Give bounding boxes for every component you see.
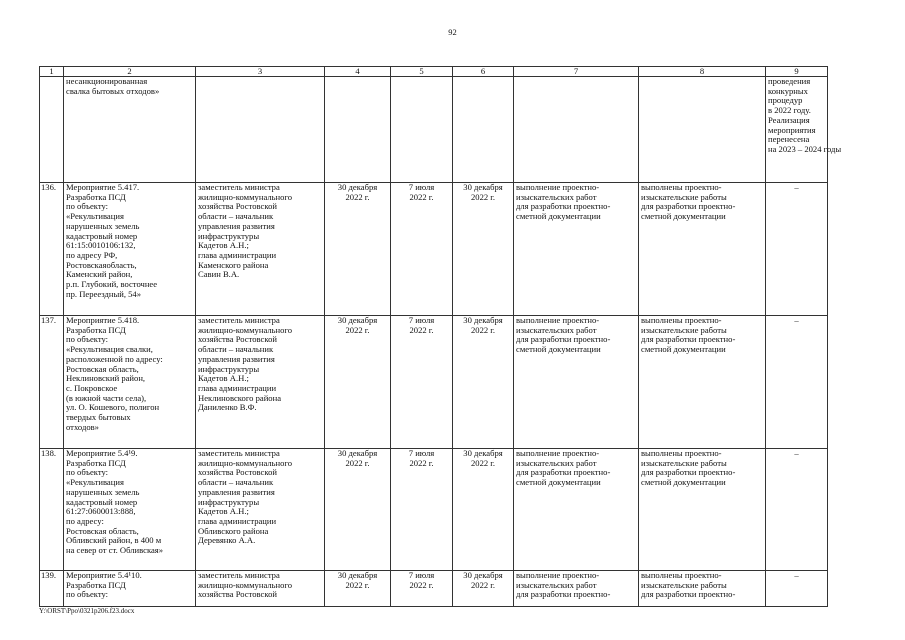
text-line: выполнены проектно-: [641, 448, 722, 458]
file-path-footer: Y:\ORST\Ppo\0321p206.f23.docx: [39, 607, 135, 615]
text-line: конкурных: [768, 85, 808, 96]
text-line: нарушенных земель: [66, 486, 140, 497]
text-line: инфраструктуры: [198, 496, 260, 507]
text-line: Каменского района: [198, 259, 269, 270]
text-line: по объекту:: [66, 201, 109, 212]
header-cell: 4: [325, 67, 391, 77]
text-line: выполнены проектно-: [641, 570, 722, 580]
text-line: изыскательских работ: [516, 191, 597, 202]
text-line: для разработки проектно-: [516, 201, 611, 212]
text-line: Разработка ПСД: [66, 191, 126, 202]
actual-start-cell: [391, 183, 453, 316]
text-line: управления развития: [198, 220, 275, 231]
text-line: хозяйства Ростовской: [198, 467, 277, 478]
text-line: свалка бытовых отходов»: [66, 85, 160, 96]
text-line: проведения: [768, 76, 811, 86]
responsible-cell: [196, 571, 325, 607]
text-line: изыскательских работ: [516, 457, 597, 468]
table-row: [40, 571, 828, 607]
planned-result-cell: [514, 449, 639, 571]
text-line: жилищно-коммунального: [198, 191, 293, 202]
measure-cell: [64, 571, 196, 607]
text-line: области – начальник: [198, 211, 274, 222]
measure-cell: [64, 183, 196, 316]
text-line: управления развития: [198, 353, 275, 364]
table-row: [40, 449, 828, 571]
text-line: 2022 г.: [409, 324, 434, 335]
planned-result-cell: [514, 316, 639, 449]
text-line: перенесена: [768, 134, 810, 145]
text-line: заместитель министра: [198, 448, 280, 458]
text-line: Разработка ПСД: [66, 457, 126, 468]
text-line: выполнение проектно-: [516, 315, 600, 325]
text-line: 2022 г.: [409, 191, 434, 202]
text-line: 2022 г.: [345, 457, 370, 468]
planned-result-cell: [514, 571, 639, 607]
text-line: Обливский район, в 400 м: [66, 535, 162, 546]
text-line: глава администрации: [198, 249, 277, 260]
text-line: ул. О. Кошевого, полигон: [66, 402, 160, 413]
text-line: Каменский район,: [66, 269, 133, 280]
planned-date-cell: [325, 183, 391, 316]
actual-end-cell: [453, 316, 514, 449]
text-line: глава администрации: [198, 515, 277, 526]
responsible-cell: [196, 77, 325, 183]
actual-result-cell: [639, 316, 766, 449]
text-line: Кадетов А.Н.;: [198, 240, 249, 251]
text-line: Савин В.А.: [198, 269, 240, 280]
text-line: хозяйства Ростовской: [198, 201, 277, 212]
text-line: Неклиновский район,: [66, 373, 146, 384]
text-line: –: [794, 570, 799, 580]
text-line: 7 июля: [408, 448, 435, 458]
text-line: Реализация: [768, 114, 810, 125]
text-line: с. Покровское: [66, 382, 118, 393]
planned-result-cell: [514, 183, 639, 316]
text-line: 2022 г.: [470, 191, 496, 202]
text-line: по объекту:: [66, 334, 109, 345]
text-line: Неклиновского района: [198, 392, 282, 403]
text-line: Обливского района: [198, 525, 269, 536]
text-line: жилищно-коммунального: [198, 324, 293, 335]
number-cell: 137.: [40, 316, 64, 449]
text-line: сметной документации: [641, 211, 726, 222]
text-line: отходов»: [66, 421, 99, 432]
responsible-cell: [196, 183, 325, 316]
page-number: 92: [448, 27, 457, 37]
header-cell: 6: [453, 67, 514, 77]
text-line: 2022 г.: [470, 457, 496, 468]
text-line: по объекту:: [66, 467, 109, 478]
text-line: 2022 г.: [470, 579, 496, 590]
header-cell: 2: [64, 67, 196, 77]
text-line: несанкционированная: [66, 76, 148, 86]
reason-cell: [766, 76, 842, 183]
text-line: 30 декабря: [463, 182, 503, 192]
text-line: выполнение проектно-: [516, 570, 600, 580]
text-line: пр. Переездный, 54»: [66, 288, 142, 299]
text-line: кадастровый номер: [66, 230, 138, 241]
actual-start-cell: [391, 316, 453, 449]
text-line: выполнены проектно-: [641, 182, 722, 192]
number-cell: [40, 77, 64, 183]
actual-start-cell: [391, 571, 453, 607]
text-line: Даниленко В.Ф.: [198, 402, 257, 413]
actual-end-cell: [453, 449, 514, 571]
text-line: для разработки проектно-: [641, 334, 736, 345]
text-line: жилищно-коммунального: [198, 457, 293, 468]
text-line: 30 декабря: [337, 448, 378, 458]
text-line: области – начальник: [198, 344, 274, 355]
text-line: 30 декабря: [337, 570, 378, 580]
planned-date-cell: [325, 571, 391, 607]
text-line: сметной документации: [516, 477, 601, 488]
text-line: в 2022 году.: [768, 105, 811, 116]
text-line: на север от ст. Обливская»: [66, 545, 164, 556]
text-line: Разработка ПСД: [66, 579, 126, 590]
text-line: р.п. Глубокий, восточнее: [66, 279, 158, 290]
text-line: для разработки проектно-: [516, 467, 611, 478]
text-line: для разработки проектно-: [641, 589, 736, 600]
number-cell: 138.: [40, 449, 64, 571]
text-line: по адресу РФ,: [66, 249, 118, 260]
text-line: на 2023 – 2024 годы: [768, 143, 842, 154]
text-line: 7 июля: [408, 570, 435, 580]
table-row: [40, 316, 828, 449]
text-line: выполнение проектно-: [516, 182, 600, 192]
text-line: по объекту:: [66, 589, 109, 600]
text-line: «Рекультивация: [66, 211, 124, 222]
number-cell: 136.: [40, 183, 64, 316]
measure-cell: [64, 77, 196, 183]
text-line: Кадетов А.Н.;: [198, 506, 249, 517]
text-line: области – начальник: [198, 477, 274, 488]
header-cell: 8: [639, 67, 766, 77]
text-line: –: [794, 315, 799, 325]
text-line: 2022 г.: [409, 457, 434, 468]
text-line: для разработки проектно-: [641, 201, 736, 212]
reason-cell: [766, 449, 828, 571]
text-line: Кадетов А.Н.;: [198, 373, 249, 384]
reason-cell: [766, 571, 828, 607]
header-cell: 9: [766, 67, 828, 77]
text-line: 7 июля: [408, 315, 435, 325]
text-line: 2022 г.: [409, 579, 434, 590]
text-line: Деревянко А.А.: [198, 535, 256, 546]
text-line: Мероприятие 5.418.: [66, 315, 140, 325]
text-line: заместитель министра: [198, 570, 280, 580]
text-line: изыскательские работы: [641, 324, 727, 335]
text-line: изыскательских работ: [516, 324, 597, 335]
header-cell: 1: [40, 67, 64, 77]
responsible-cell: [196, 316, 325, 449]
text-line: Мероприятие 5.4¹9.: [66, 448, 138, 458]
text-line: 30 декабря: [463, 315, 503, 325]
text-line: (в южной части села),: [66, 392, 147, 403]
text-line: –: [794, 448, 799, 458]
text-line: Разработка ПСД: [66, 324, 126, 335]
text-line: 2022 г.: [345, 324, 370, 335]
planned-result-cell: [514, 77, 639, 183]
reason-cell: [766, 183, 828, 316]
text-line: заместитель министра: [198, 182, 280, 192]
actual-start-cell: [391, 449, 453, 571]
text-line: 30 декабря: [463, 570, 503, 580]
actual-end-cell: [453, 183, 514, 316]
text-line: управления развития: [198, 486, 275, 497]
text-line: Ростовскаяобласть,: [66, 259, 137, 270]
actual-result-cell: [639, 571, 766, 607]
text-line: 61:27:0600013:888,: [66, 506, 136, 517]
text-line: жилищно-коммунального: [198, 579, 293, 590]
text-line: 30 декабря: [337, 315, 378, 325]
continuation-row: [40, 77, 828, 183]
number-cell: 139.: [40, 571, 64, 607]
text-line: глава администрации: [198, 382, 277, 393]
text-line: твердых бытовых: [66, 412, 131, 423]
measure-cell: [64, 449, 196, 571]
text-line: мероприятия: [768, 124, 816, 135]
measure-cell: [64, 316, 196, 449]
actual-result-cell: [639, 449, 766, 571]
responsible-cell: [196, 449, 325, 571]
text-line: расположенной по адресу:: [66, 353, 163, 364]
text-line: «Рекультивация свалки,: [66, 344, 153, 355]
header-cell: 7: [514, 67, 639, 77]
text-line: хозяйства Ростовской: [198, 334, 277, 345]
actual-start-cell: [391, 77, 453, 183]
actual-end-cell: [453, 571, 514, 607]
text-line: 61:15:0010106:132,: [66, 240, 136, 251]
text-line: 30 декабря: [337, 182, 378, 192]
text-line: 7 июля: [408, 182, 435, 192]
text-line: заместитель министра: [198, 315, 280, 325]
planned-date-cell: [325, 316, 391, 449]
text-line: сметной документации: [516, 344, 601, 355]
actual-end-cell: [453, 77, 514, 183]
text-line: сметной документации: [516, 211, 601, 222]
text-line: инфраструктуры: [198, 363, 260, 374]
table-row: [40, 183, 828, 316]
actual-result-cell: [639, 183, 766, 316]
text-line: кадастровый номер: [66, 496, 138, 507]
text-line: 2022 г.: [345, 191, 370, 202]
text-line: инфраструктуры: [198, 230, 260, 241]
text-line: 2022 г.: [345, 579, 370, 590]
planned-date-cell: [325, 77, 391, 183]
text-line: хозяйства Ростовской: [198, 589, 277, 600]
header-cell: 5: [391, 67, 453, 77]
text-line: нарушенных земель: [66, 220, 140, 231]
text-line: Мероприятие 5.417.: [66, 182, 140, 192]
text-line: сметной документации: [641, 344, 726, 355]
text-line: для разработки проектно-: [516, 334, 611, 345]
text-line: процедур: [768, 95, 803, 106]
text-line: изыскательские работы: [641, 579, 727, 590]
planned-date-cell: [325, 449, 391, 571]
text-line: «Рекультивация: [66, 477, 124, 488]
text-line: выполнение проектно-: [516, 448, 600, 458]
column-number-header-row: [40, 67, 828, 77]
actual-result-cell: [639, 77, 766, 183]
text-line: для разработки проектно-: [516, 589, 611, 600]
text-line: изыскательских работ: [516, 579, 597, 590]
text-line: для разработки проектно-: [641, 467, 736, 478]
text-line: изыскательские работы: [641, 191, 727, 202]
text-line: Ростовская область,: [66, 525, 139, 536]
text-line: изыскательские работы: [641, 457, 727, 468]
text-line: Ростовская область,: [66, 363, 139, 374]
text-line: 2022 г.: [470, 324, 496, 335]
text-line: 30 декабря: [463, 448, 503, 458]
text-line: сметной документации: [641, 477, 726, 488]
reason-cell: [766, 316, 828, 449]
measures-table: [39, 66, 842, 607]
text-line: выполнены проектно-: [641, 315, 722, 325]
header-cell: 3: [196, 67, 325, 77]
text-line: по адресу:: [66, 515, 104, 526]
text-line: Мероприятие 5.4¹10.: [66, 570, 142, 580]
text-line: –: [794, 182, 799, 192]
